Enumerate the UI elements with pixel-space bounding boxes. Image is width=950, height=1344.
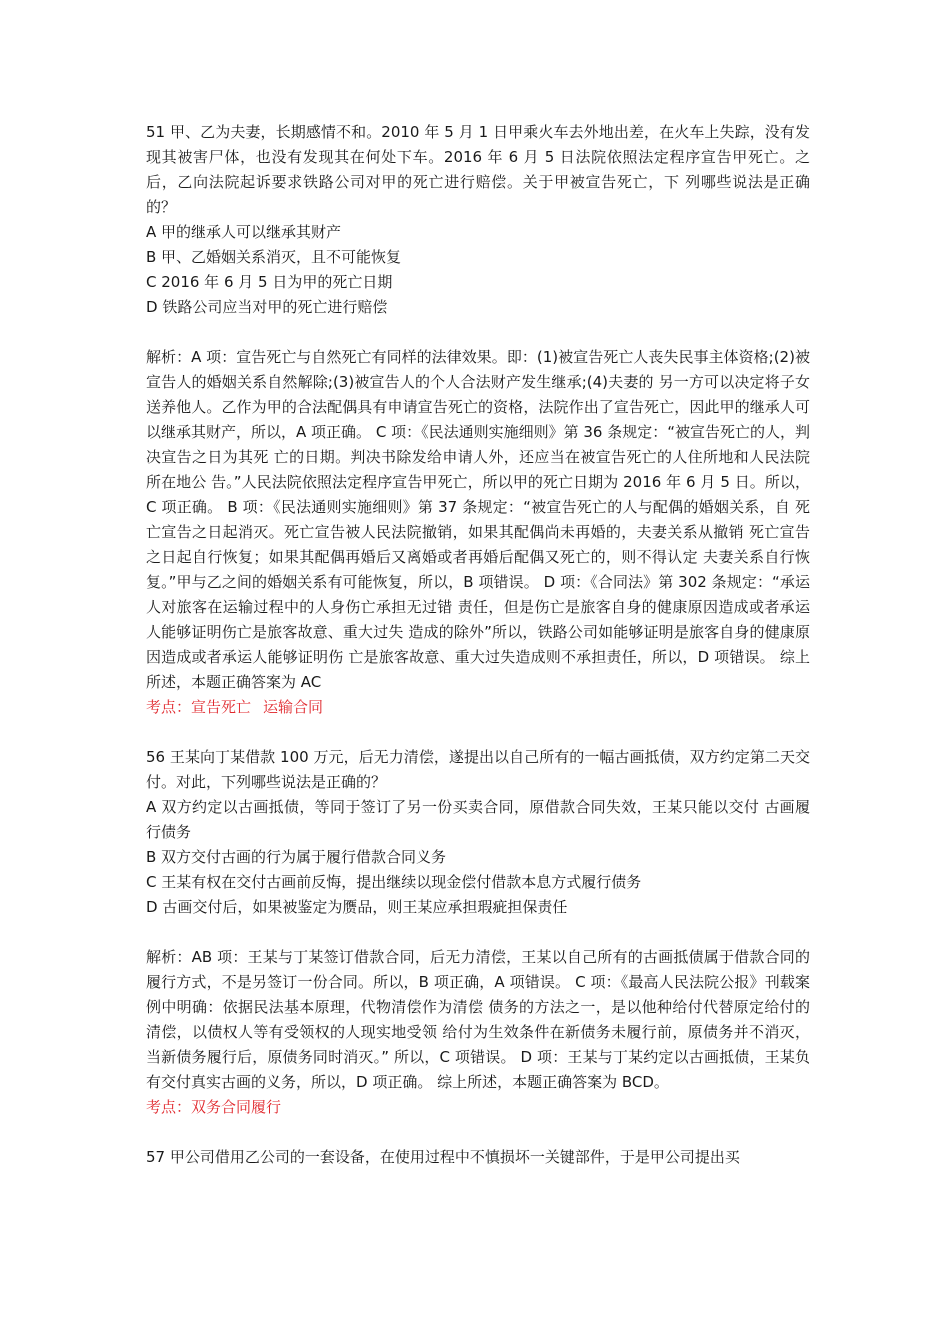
question-56-option-a: A 双方约定以古画抵债，等同于签订了另一份买卖合同，原借款合同失效，王某只能以交付 古画履行债务 [146,798,810,841]
question-51-analysis: 解析：A 项：宣告死亡与自然死亡有同样的法律效果。即：(1)被宣告死亡人丧失民事主体资格;(2)被宣告人的婚姻关系自然解除;(3)被宣告人的个人合法财产发生继承;(4)夫妻的 另一方可以决定将子女送养他人。乙作为甲的合法配偶具有申请宣告死亡的资格，法院作出了宣告死亡，因此甲的继承人可以继承其财产，所以，A 项正确。 C 项：《民法通则实施细则》第 36 条规定：“被宣告死亡的人，判决宣告之日为其死 亡的日期。判决书除发给申请人外，还应当在被宣告死亡的人住所地和人民法院所在地公 告。”人民法院依照法定程序宣告甲死亡，所以甲的死亡日期为 2016 年 6 月 5 日。所以，C 项正确。 B 项：《民法通则实施细则》第 37 条规定：“被宣告死亡的人与配偶的婚姻关系，自 死亡宣告之日起消灭。死亡宣告被人民法院撤销，如果其配偶尚未再婚的，夫妻关系从撤销 死亡宣告之日起自行恢复；如果其配偶再婚后又离婚或者再婚后配偶又死亡的，则不得认定 夫妻关系自行恢复。”甲与乙之间的婚姻关系有可能恢复，所以，B 项错误。 D 项：《合同法》第 302 条规定：“承运人对旅客在运输过程中的人身伤亡承担无过错 责任，但是伤亡是旅客自身的健康原因造成或者承运人能够证明伤亡是旅客故意、重大过失 造成的除外”所以，铁路公司如能够证明是旅客自身的健康原因造成或者承运人能够证明伤 亡是旅客故意、重大过失造成则不承担责任，所以，D 项错误。 综上所述，本题正确答案为 AC [146,348,810,691]
spacer [146,920,810,945]
spacer [146,1120,810,1145]
question-56-option-c: C 王某有权在交付古画前反悔，提出继续以现金偿付借款本息方式履行债务 [146,873,642,891]
question-57-stem: 57 甲公司借用乙公司的一套设备，在使用过程中不慎损坏一关键部件，于是甲公司提出买 [146,1148,740,1166]
question-56-stem: 56 王某向丁某借款 100 万元，后无力清偿，遂提出以自己所有的一幅古画抵债，双方约定第二天交付。对此，下列哪些说法是正确的？ [146,748,810,791]
spacer [146,320,810,345]
question-51-option-c: C 2016 年 6 月 5 日为甲的死亡日期 [146,273,393,291]
key-point-label: 考点：宣告死亡 [146,698,252,716]
question-51-option-b: B 甲、乙婚姻关系消灭，且不可能恢复 [146,248,402,266]
spacer [146,720,810,745]
question-56 [146,745,810,1120]
question-51 [146,120,810,720]
question-56-key-point: 考点：双务合同履行 [146,1098,282,1116]
question-51-stem: 51 甲、乙为夫妻，长期感情不和。2010 年 5 月 1 日甲乘火车去外地出差，在火车上失踪，没有发现其被害尸体，也没有发现其在何处下车。2016 年 6 月 5 日法院依照法定程序宣告甲死亡。之后，乙向法院起诉要求铁路公司对甲的死亡进行赔偿。关于甲被宣告死亡，下 列哪些说法是正确的？ [146,123,810,216]
question-51-option-a: A 甲的继承人可以继承其财产 [146,223,342,241]
document-body [146,120,810,1170]
question-57 [146,1145,810,1170]
key-point-extra: 运输合同 [263,698,324,716]
question-56-analysis: 解析：AB 项：王某与丁某签订借款合同，后无力清偿，王某以自己所有的古画抵债属于借款合同的履行方式，不是另签订一份合同。所以，B 项正确，A 项错误。 C 项：《最高人民法院公报》刊载案例中明确：依据民法基本原理，代物清偿作为清偿 债务的方法之一，是以他种给付代替原定给付的清偿，以债权人等有受领权的人现实地受领 给付为生效条件在新债务未履行前，原债务并不消灭，当新债务履行后，原债务同时消灭。” 所以，C 项错误。 D 项：王某与丁某约定以古画抵债，王某负有交付真实古画的义务，所以，D 项正确。 综上所述，本题正确答案为 BCD。 [146,948,810,1091]
question-51-option-d: D 铁路公司应当对甲的死亡进行赔偿 [146,298,388,316]
question-56-option-b: B 双方交付古画的行为属于履行借款合同义务 [146,848,447,866]
question-56-option-d: D 古画交付后，如果被鉴定为赝品，则王某应承担瑕疵担保责任 [146,898,568,916]
question-51-key-point [146,695,810,720]
